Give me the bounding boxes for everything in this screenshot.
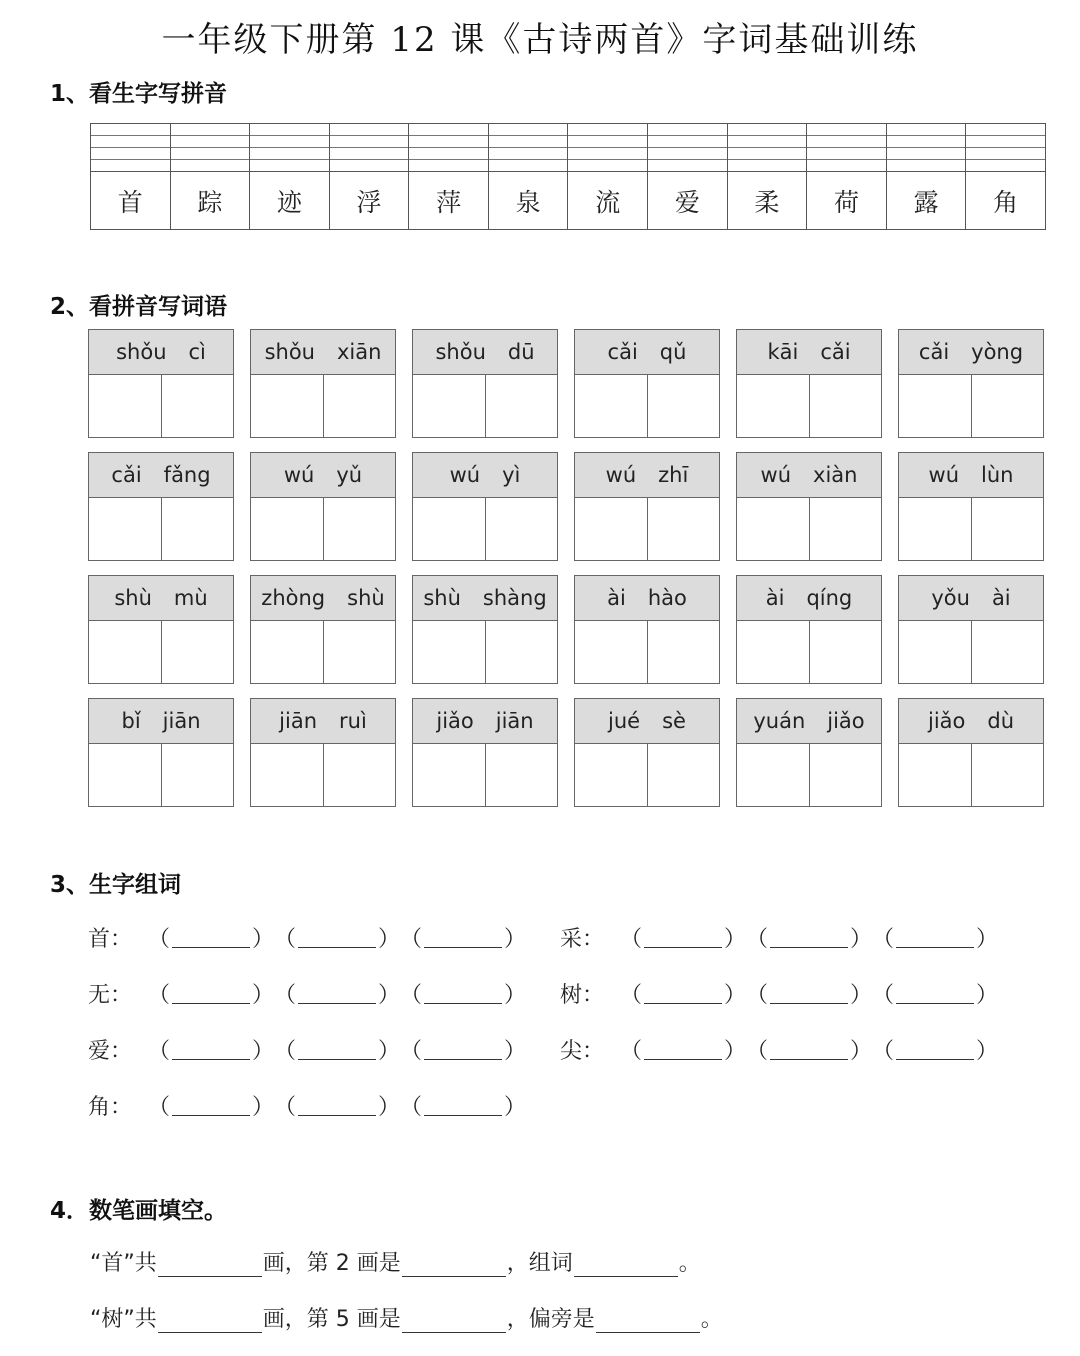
stroke-q2-blank-count[interactable] <box>158 1309 262 1333</box>
paren-blank[interactable]: （ ） <box>400 983 526 1008</box>
pinyin-syllable: wú <box>605 463 637 487</box>
pinyin-answer-lines[interactable] <box>171 124 250 172</box>
word-box <box>574 575 720 684</box>
stroke-q1-blank-stroke[interactable] <box>402 1253 506 1277</box>
answer-cell[interactable] <box>162 744 234 806</box>
answer-cell[interactable] <box>899 744 972 806</box>
answer-cell[interactable] <box>486 744 558 806</box>
answer-cell[interactable] <box>648 498 720 560</box>
answer-cell[interactable] <box>89 744 162 806</box>
worksheet-title: 一年级下册第 12 课《古诗两首》字词基础训练 <box>161 20 919 60</box>
pinyin-syllable: dū <box>507 340 535 364</box>
pinyin-syllable: shù <box>347 586 385 610</box>
word-building-char: 角： <box>88 1095 133 1120</box>
word-building-char: 无： <box>88 983 133 1008</box>
stroke-question-2 <box>90 1302 723 1333</box>
pinyin-syllable: cǎi <box>607 340 638 364</box>
word-box <box>898 698 1044 807</box>
character-cell: 露 <box>913 187 939 217</box>
word-pinyin <box>413 576 557 621</box>
pinyin-answer-lines[interactable] <box>728 124 807 172</box>
answer-cell[interactable] <box>324 621 396 683</box>
stroke-q2-blank-radical[interactable] <box>596 1309 700 1333</box>
pinyin-syllable: jiān <box>495 709 534 733</box>
answer-cell[interactable] <box>810 375 882 437</box>
paren-blank[interactable]: （ ） <box>872 1039 998 1064</box>
answer-cell[interactable] <box>737 375 810 437</box>
word-box <box>250 329 396 438</box>
paren-blank[interactable]: （ ） <box>620 927 746 952</box>
answer-cell[interactable] <box>324 744 396 806</box>
stroke-q2-part-c: ，偏旁是 <box>506 1307 595 1332</box>
pinyin-syllable: mù <box>173 586 208 610</box>
pinyin-syllable: jiǎo <box>436 709 474 733</box>
answer-cell[interactable] <box>413 375 486 437</box>
pinyin-answer-lines[interactable] <box>489 124 568 172</box>
pinyin-syllable: shàng <box>482 586 547 610</box>
character-cell: 浮 <box>356 187 382 217</box>
word-pinyin <box>899 330 1043 375</box>
word-pinyin <box>737 576 881 621</box>
pinyin-syllable: yǒu <box>931 586 970 610</box>
word-pinyin <box>251 453 395 498</box>
answer-cell[interactable] <box>737 498 810 560</box>
pinyin-answer-lines[interactable] <box>807 124 886 172</box>
word-box <box>412 575 558 684</box>
answer-cell[interactable] <box>810 744 882 806</box>
answer-cell[interactable] <box>251 621 324 683</box>
answer-cell[interactable] <box>972 498 1044 560</box>
pinyin-syllable: xiān <box>336 340 382 364</box>
word-box <box>412 698 558 807</box>
stroke-q1-part-a: “首”共 <box>90 1251 157 1276</box>
char-column <box>568 124 648 229</box>
character-cell: 荷 <box>833 187 859 217</box>
stroke-q2-blank-stroke[interactable] <box>402 1309 506 1333</box>
pinyin-syllable: hào <box>647 586 687 610</box>
word-building-row <box>88 1034 526 1065</box>
answer-cell[interactable] <box>972 744 1044 806</box>
char-column <box>91 124 171 229</box>
word-pinyin <box>89 699 233 744</box>
answer-cell[interactable] <box>89 621 162 683</box>
paren-blank[interactable]: （ ） <box>400 927 526 952</box>
word-box <box>736 329 882 438</box>
pinyin-answer-lines[interactable] <box>330 124 409 172</box>
word-box <box>88 698 234 807</box>
paren-blank[interactable]: （ ） <box>746 927 872 952</box>
word-pinyin <box>89 330 233 375</box>
paren-blank[interactable]: （ ） <box>274 927 400 952</box>
char-column <box>330 124 410 229</box>
character-cell: 流 <box>595 187 621 217</box>
pinyin-syllable: shǒu <box>435 340 486 364</box>
char-column <box>171 124 251 229</box>
pinyin-syllable: shù <box>114 586 152 610</box>
word-pinyin <box>899 576 1043 621</box>
word-pinyin <box>899 699 1043 744</box>
word-box <box>736 452 882 561</box>
char-column <box>807 124 887 229</box>
char-column <box>887 124 967 229</box>
answer-cell[interactable] <box>972 621 1044 683</box>
word-box <box>412 329 558 438</box>
char-column <box>409 124 489 229</box>
paren-blank[interactable]: （ ） <box>620 1039 746 1064</box>
pinyin-writing-table <box>90 123 1046 230</box>
word-box <box>412 452 558 561</box>
character-cell: 泉 <box>515 187 541 217</box>
section3-heading: 3、生字组词 <box>50 872 182 898</box>
word-pinyin <box>89 453 233 498</box>
pinyin-syllable: yuán <box>753 709 806 733</box>
pinyin-syllable: ài <box>765 586 785 610</box>
character-cell: 首 <box>117 187 143 217</box>
answer-cell[interactable] <box>575 498 648 560</box>
answer-cell[interactable] <box>648 744 720 806</box>
pinyin-syllable: jiān <box>279 709 318 733</box>
pinyin-syllable: wú <box>283 463 315 487</box>
answer-cell[interactable] <box>251 375 324 437</box>
answer-cell[interactable] <box>162 498 234 560</box>
word-box <box>574 698 720 807</box>
char-column <box>250 124 330 229</box>
pinyin-answer-lines[interactable] <box>91 124 170 172</box>
word-building-row <box>88 978 526 1009</box>
answer-cell[interactable] <box>251 498 324 560</box>
pinyin-syllable: cì <box>188 340 206 364</box>
word-box <box>736 575 882 684</box>
word-pinyin <box>575 699 719 744</box>
word-box <box>574 329 720 438</box>
stroke-q1-part-b: 画，第 2 画是 <box>262 1251 401 1276</box>
pinyin-syllable: qíng <box>806 586 853 610</box>
pinyin-answer-lines[interactable] <box>966 124 1045 172</box>
pinyin-answer-lines[interactable] <box>409 124 488 172</box>
word-box <box>250 698 396 807</box>
pinyin-syllable: jiān <box>162 709 201 733</box>
pinyin-syllable: yì <box>502 463 521 487</box>
answer-cell[interactable] <box>899 498 972 560</box>
word-box <box>574 452 720 561</box>
answer-cell[interactable] <box>486 498 558 560</box>
word-pinyin <box>413 453 557 498</box>
stroke-question-1 <box>90 1246 701 1277</box>
stroke-q1-blank-count[interactable] <box>158 1253 262 1277</box>
answer-cell[interactable] <box>648 621 720 683</box>
paren-blank[interactable]: （ ） <box>148 927 274 952</box>
pinyin-syllable: jué <box>608 709 641 733</box>
word-pinyin <box>251 699 395 744</box>
paren-blank[interactable]: （ ） <box>148 1039 274 1064</box>
pinyin-syllable: wú <box>449 463 481 487</box>
paren-blank[interactable]: （ ） <box>620 983 746 1008</box>
pinyin-syllable: ruì <box>339 709 367 733</box>
pinyin-syllable: fǎng <box>163 463 211 487</box>
word-box <box>736 698 882 807</box>
answer-cell[interactable] <box>899 375 972 437</box>
pinyin-syllable: cǎi <box>111 463 142 487</box>
char-column <box>966 124 1045 229</box>
word-pinyin <box>737 330 881 375</box>
section4-heading: 4．数笔画填空。 <box>50 1198 228 1224</box>
answer-cell[interactable] <box>737 621 810 683</box>
word-pinyin <box>251 576 395 621</box>
pinyin-answer-lines[interactable] <box>887 124 966 172</box>
paren-blank[interactable]: （ ） <box>400 1039 526 1064</box>
word-box <box>898 329 1044 438</box>
answer-cell[interactable] <box>972 375 1044 437</box>
answer-cell[interactable] <box>89 498 162 560</box>
pinyin-syllable: zhòng <box>261 586 326 610</box>
word-pinyin <box>737 699 881 744</box>
paren-blank[interactable]: （ ） <box>274 1039 400 1064</box>
answer-cell[interactable] <box>810 621 882 683</box>
character-cell: 柔 <box>754 187 780 217</box>
word-building-char: 采： <box>560 927 605 952</box>
answer-cell[interactable] <box>486 621 558 683</box>
pinyin-syllable: ài <box>607 586 626 610</box>
char-column <box>728 124 808 229</box>
paren-blank[interactable]: （ ） <box>274 1095 400 1120</box>
character-cell: 迹 <box>276 187 302 217</box>
paren-blank[interactable]: （ ） <box>872 927 998 952</box>
word-pinyin <box>737 453 881 498</box>
answer-cell[interactable] <box>162 375 234 437</box>
answer-cell[interactable] <box>899 621 972 683</box>
word-pinyin <box>413 699 557 744</box>
word-building-row <box>560 922 998 953</box>
word-box <box>250 452 396 561</box>
word-pinyin <box>899 453 1043 498</box>
character-cell: 萍 <box>436 187 462 217</box>
word-box <box>88 575 234 684</box>
word-pinyin <box>89 576 233 621</box>
pinyin-answer-lines[interactable] <box>648 124 727 172</box>
pinyin-syllable: dù <box>987 709 1015 733</box>
paren-blank[interactable]: （ ） <box>872 983 998 1008</box>
pinyin-syllable: jiǎo <box>927 709 966 733</box>
paren-blank[interactable]: （ ） <box>746 1039 872 1064</box>
section2-heading: 2、看拼音写词语 <box>50 294 228 320</box>
stroke-q2-part-d: 。 <box>700 1307 723 1332</box>
word-building-row <box>560 1034 998 1065</box>
answer-cell[interactable] <box>413 621 486 683</box>
answer-cell[interactable] <box>89 375 162 437</box>
paren-blank[interactable]: （ ） <box>746 983 872 1008</box>
section1-heading: 1、看生字写拼音 <box>50 81 228 107</box>
paren-blank[interactable]: （ ） <box>148 1095 274 1120</box>
word-building-char: 爱： <box>88 1039 133 1064</box>
char-column <box>648 124 728 229</box>
pinyin-syllable: xiàn <box>813 463 858 487</box>
word-pinyin <box>413 330 557 375</box>
answer-cell[interactable] <box>324 498 396 560</box>
character-cell: 角 <box>993 187 1019 217</box>
word-box <box>88 329 234 438</box>
word-pinyin <box>575 330 719 375</box>
pinyin-syllable: kāi <box>767 340 799 364</box>
word-box <box>898 452 1044 561</box>
character-cell: 爱 <box>674 187 700 217</box>
pinyin-syllable: zhī <box>658 463 689 487</box>
answer-cell[interactable] <box>324 375 396 437</box>
word-box <box>88 452 234 561</box>
answer-cell[interactable] <box>251 744 324 806</box>
word-pinyin <box>575 576 719 621</box>
stroke-q1-part-c: ，组词 <box>506 1251 573 1276</box>
paren-blank[interactable]: （ ） <box>400 1095 526 1120</box>
word-building-row <box>88 922 526 953</box>
answer-cell[interactable] <box>737 744 810 806</box>
stroke-q1-blank-word[interactable] <box>574 1253 678 1277</box>
pinyin-syllable: yǔ <box>336 463 363 487</box>
pinyin-syllable: shǒu <box>116 340 167 364</box>
answer-cell[interactable] <box>486 375 558 437</box>
answer-cell[interactable] <box>413 498 486 560</box>
answer-cell[interactable] <box>810 498 882 560</box>
pinyin-syllable: wú <box>928 463 960 487</box>
pinyin-syllable: qǔ <box>659 340 687 364</box>
stroke-q2-part-b: 画，第 5 画是 <box>262 1307 401 1332</box>
answer-cell[interactable] <box>575 621 648 683</box>
pinyin-syllable: jiǎo <box>827 709 865 733</box>
pinyin-syllable: yòng <box>971 340 1024 364</box>
word-building-char: 尖： <box>560 1039 605 1064</box>
word-box <box>898 575 1044 684</box>
character-cell: 踪 <box>197 187 223 217</box>
answer-cell[interactable] <box>575 375 648 437</box>
word-box <box>250 575 396 684</box>
answer-cell[interactable] <box>648 375 720 437</box>
word-building-row <box>88 1090 526 1121</box>
answer-cell[interactable] <box>413 744 486 806</box>
word-writing-grid <box>88 329 1044 807</box>
stroke-q2-part-a: “树”共 <box>90 1307 157 1332</box>
pinyin-syllable: ài <box>991 586 1011 610</box>
pinyin-syllable: lùn <box>981 463 1014 487</box>
stroke-q1-part-d: 。 <box>678 1251 701 1276</box>
pinyin-answer-lines[interactable] <box>568 124 647 172</box>
word-building-row <box>560 978 998 1009</box>
answer-cell[interactable] <box>162 621 234 683</box>
paren-blank[interactable]: （ ） <box>148 983 274 1008</box>
pinyin-answer-lines[interactable] <box>250 124 329 172</box>
word-building-char: 树： <box>560 983 605 1008</box>
word-pinyin <box>575 453 719 498</box>
word-pinyin <box>251 330 395 375</box>
pinyin-syllable: bǐ <box>121 709 141 733</box>
paren-blank[interactable]: （ ） <box>274 983 400 1008</box>
pinyin-syllable: sè <box>662 709 686 733</box>
char-column <box>489 124 569 229</box>
pinyin-syllable: shù <box>423 586 461 610</box>
word-building-char: 首： <box>88 927 133 952</box>
pinyin-syllable: shǒu <box>264 340 315 364</box>
pinyin-syllable: wú <box>760 463 792 487</box>
pinyin-syllable: cǎi <box>918 340 950 364</box>
answer-cell[interactable] <box>575 744 648 806</box>
pinyin-syllable: cǎi <box>820 340 851 364</box>
